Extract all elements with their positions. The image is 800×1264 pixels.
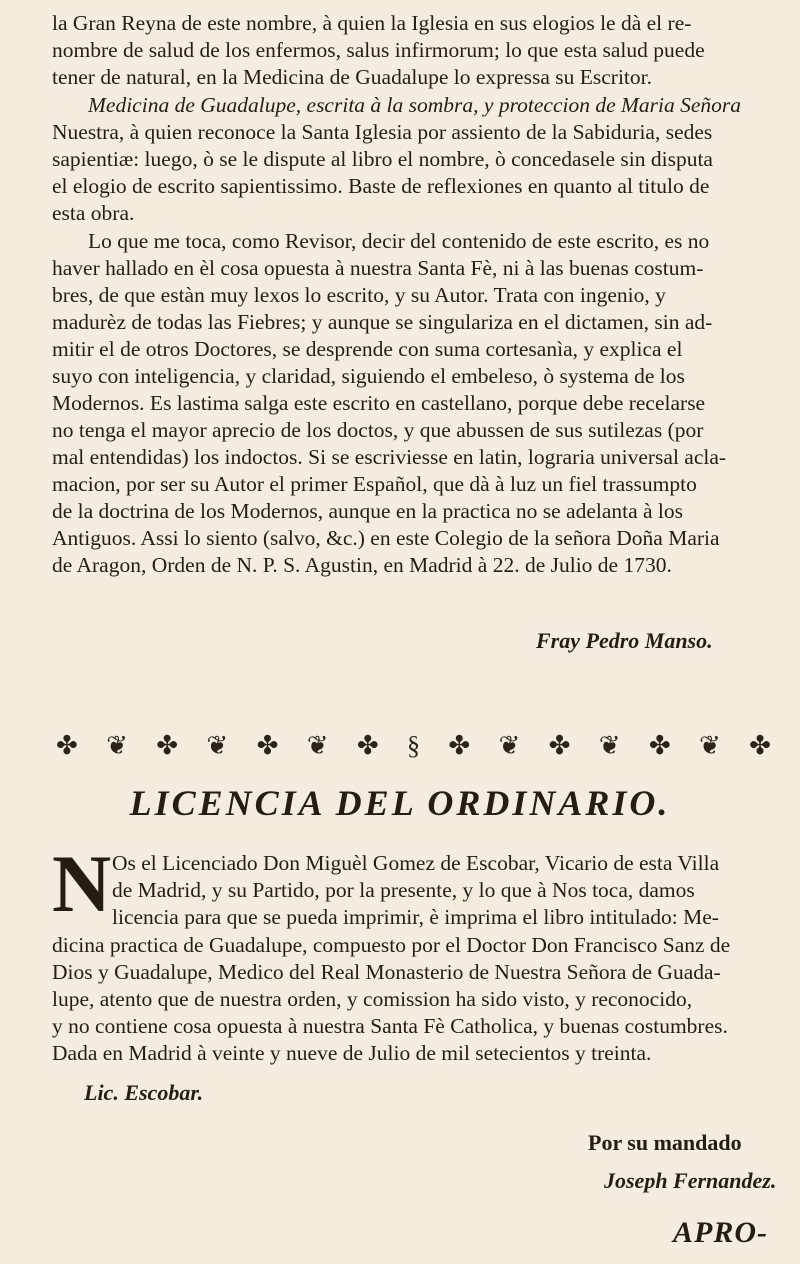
license-line-3: licencia para que se pueda imprimir, è imprima el libro intitulado: Me- (112, 905, 719, 929)
ornament-glyph: ✤ (356, 731, 379, 760)
license-line-6: lupe, atento que de nuestra orden, y comission ha sido visto, y reconocido, (52, 987, 693, 1011)
body-line-17: mal entendidas) los indoctos. Si se escriviesse en latin, lograria universal acla- (52, 445, 727, 469)
license-line-2: de Madrid, y su Partido, por la presente, y lo que à Nos toca, damos (112, 878, 695, 902)
mandate-line: Por su mandado (588, 1130, 742, 1155)
body-line-20: Antiguos. Assi lo siento (salvo, &c.) en este Colegio de la señora Doña Maria (52, 526, 720, 550)
body-line-11: bres, de que estàn muy lexos lo escrito, y su Autor. Trata con ingenio, y (52, 283, 666, 307)
ornament-glyph: ❦ (699, 731, 721, 760)
body-line-10: haver hallado en èl cosa opuesta à nuestra Santa Fè, ni à las buenas costum- (52, 256, 704, 280)
body-line-5: Nuestra, à quien reconoce la Santa Iglesia por assiento de la Sabiduria, sedes (52, 120, 713, 144)
ornament-glyph: ✤ (448, 731, 471, 760)
ornament-glyph: ✤ (749, 731, 771, 760)
body-line-21: de Aragon, Orden de N. P. S. Agustin, en Madrid à 22. de Julio de 1730. (52, 553, 672, 577)
ornament-glyph: ✤ (256, 731, 279, 760)
body-line-9: Lo que me toca, como Revisor, decir del contenido de este escrito, es no (88, 229, 710, 253)
license-line-5: Dios y Guadalupe, Medico del Real Monasterio de Nuestra Señora de Guada- (52, 960, 721, 984)
body-line-8: esta obra. (52, 201, 135, 225)
reviewer-signature: Fray Pedro Manso. (536, 628, 713, 653)
body-line-18: macion, por ser su Autor el primer Español, que dà à luz un fiel trassumpto (52, 472, 697, 496)
ornament-glyph: ❦ (306, 731, 329, 760)
section-heading: LICENCIA DEL ORDINARIO. (129, 783, 671, 823)
ornament-glyph: ✤ (56, 731, 78, 760)
drop-cap: N (52, 838, 112, 929)
body-line-1: la Gran Reyna de este nombre, à quien la Iglesia en sus elogios le dà el re- (52, 11, 692, 35)
license-line-8: Dada en Madrid à veinte y nueve de Julio de mil setecientos y treinta. (52, 1041, 652, 1065)
notary-signature: Joseph Fernandez. (604, 1168, 777, 1193)
body-line-15: Modernos. Es lastima salga este escrito en castellano, porque debe recelarse (52, 391, 706, 415)
decorative-ornament-band (56, 728, 771, 764)
ornament-glyph: § (406, 731, 420, 760)
license-line-1: Os el Licenciado Don Miguèl Gomez de Escobar, Vicario de esta Villa (112, 851, 720, 875)
ornament-glyph: ✤ (548, 731, 571, 760)
body-line-12: madurèz de todas las Fiebres; y aunque se singulariza en el dictamen, sin ad- (52, 310, 713, 334)
body-line-6: sapientiæ: luego, ò se le dispute al libro el nombre, ò concedasele sin disputa (52, 147, 713, 171)
body-line-16: no tenga el mayor aprecio de los doctos, y que abussen de sus sutilezas (por (52, 418, 704, 442)
body-line-4: Medicina de Guadalupe, escrita à la sombra, y proteccion de Maria Señora (88, 93, 742, 117)
license-line-4: dicina practica de Guadalupe, compuesto por el Doctor Don Francisco Sanz de (52, 933, 731, 957)
ornament-glyph: ❦ (106, 731, 128, 760)
ornament-glyph: ✤ (156, 731, 179, 760)
ornament-glyph: ❦ (206, 731, 229, 760)
body-line-2: nombre de salud de los enfermos, salus infirmorum; lo que esta salud puede (52, 38, 705, 62)
body-line-7: el elogio de escrito sapientissimo. Baste de reflexiones en quanto al titulo de (52, 174, 710, 198)
ornament-glyph: ❦ (498, 731, 521, 760)
body-line-13: mitir el de otros Doctores, se desprende con suma cortesanìa, y explica el (52, 337, 683, 361)
body-line-19: de la doctrina de los Modernos, aunque en la practica no se adelanta à los (52, 499, 684, 523)
licenciate-signature: Lic. Escobar. (84, 1080, 204, 1105)
catchword: APRO- (673, 1216, 768, 1249)
body-line-14: suyo con inteligencia, y claridad, siguiendo el embeleso, ò systema de los (52, 364, 685, 388)
ornament-glyph: ✤ (648, 731, 671, 760)
license-line-7: y no contiene cosa opuesta à nuestra Santa Fè Catholica, y buenas costumbres. (52, 1014, 728, 1038)
ornament-glyph: ❦ (598, 731, 621, 760)
body-line-3: tener de natural, en la Medicina de Guadalupe lo expressa su Escritor. (52, 65, 652, 89)
